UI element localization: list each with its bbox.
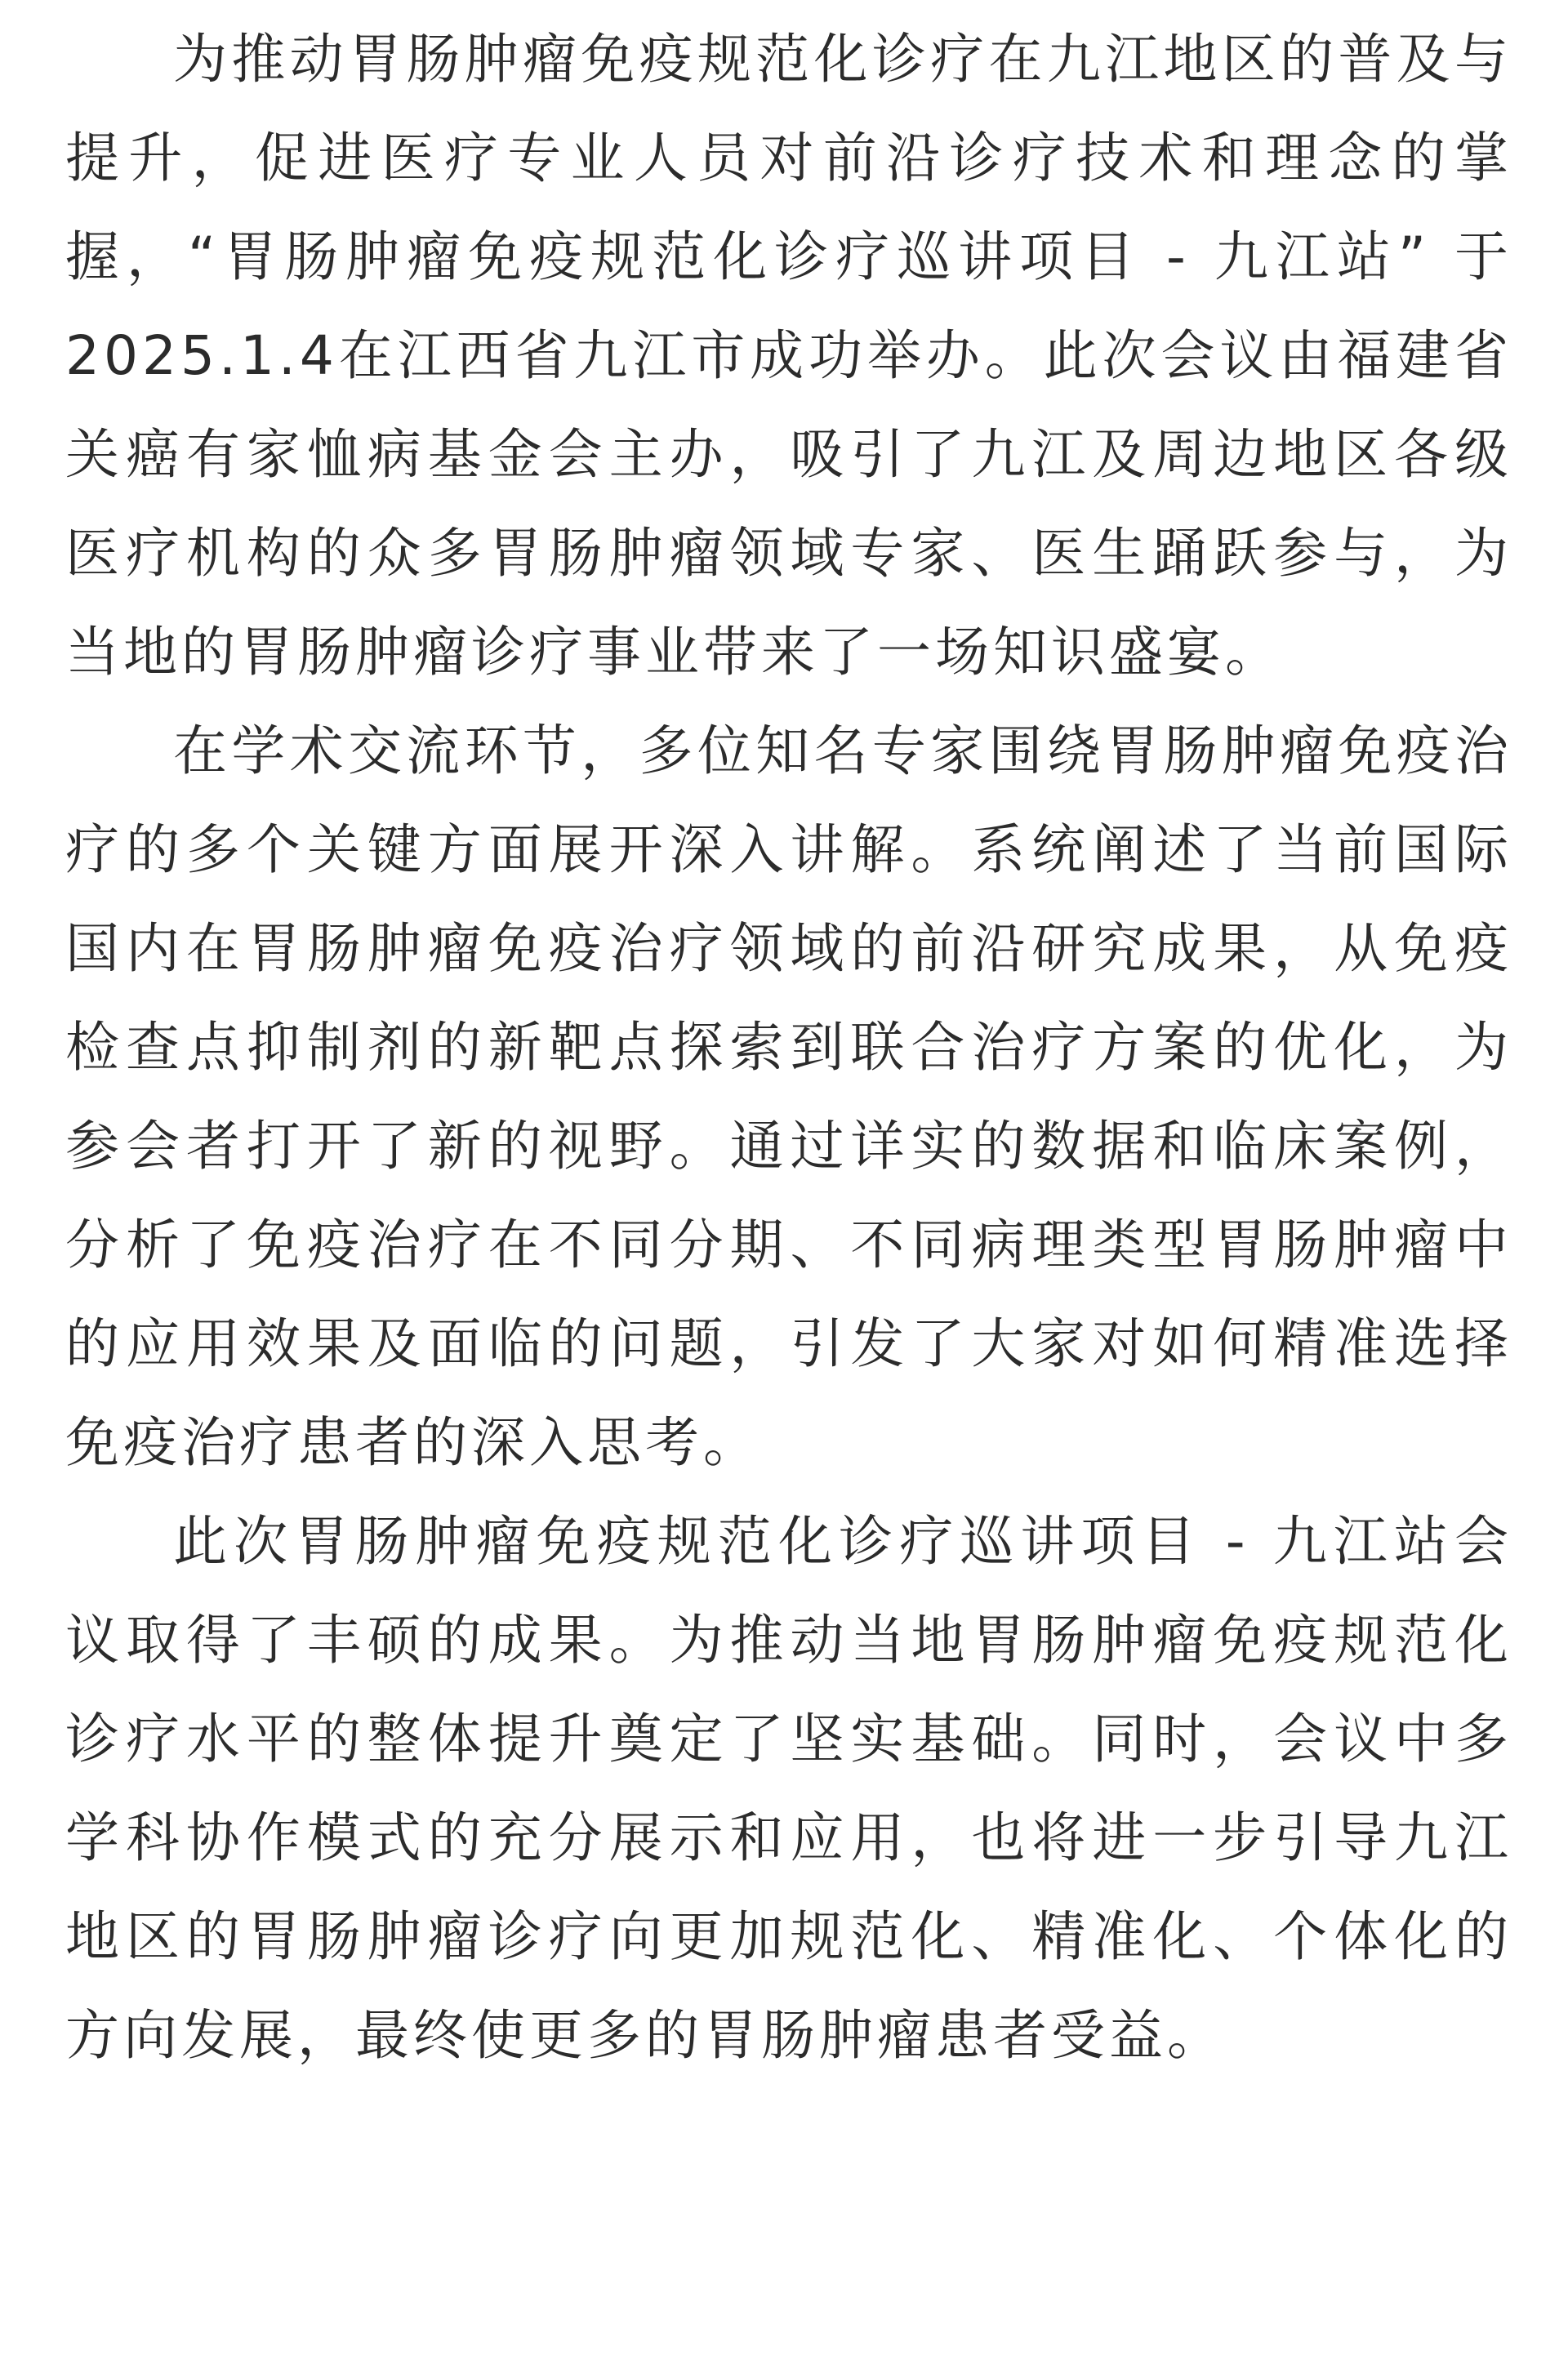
paragraph-academic-exchange: 在学术交流环节，多位知名专家围绕胃肠肿瘤免疫治疗的多个关键方面展开深入讲解。系统阐述了当前国际国内在胃肠肿瘤免疫治疗领域的前沿研究成果，从免疫检查点抑制剂的新靶点探索到联合治疗方案的优化，为参会者打开了新的视野。通过详实的数据和临床案例，分析了免疫治疗在不同分期、不同病理类型胃肠肿瘤中的应用效果及面临的问题，引发了大家对如何精准选择免疫治疗患者的深入思考。	[65, 719, 1512, 1474]
paragraph-conclusion: 此次胃肠肿瘤免疫规范化诊疗巡讲项目 - 九江站会议取得了丰硕的成果。为推动当地胃肠肿瘤免疫规范化诊疗水平的整体提升奠定了坚实基础。同时，会议中多学科协作模式的充分展示和应用，也将进一步引导九江地区的胃肠肿瘤诊疗向更加规范化、精准化、个体化的方向发展，最终使更多的胃肠肿瘤患者受益。	[65, 1510, 1512, 2067]
paragraph-intro: 为推动胃肠肿瘤免疫规范化诊疗在九江地区的普及与提升，促进医疗专业人员对前沿诊疗技术和理念的掌握，“胃肠肿瘤免疫规范化诊疗巡讲项目 - 九江站” 于2025.1.4在江西省九江市成功举办。此次会议由福建省关癌有家恤病基金会主办，吸引了九江及周边地区各级医疗机构的众多胃肠肿瘤领域专家、医生踊跃参与，为当地的胃肠肿瘤诊疗事业带来了一场知识盛宴。	[65, 28, 1512, 684]
